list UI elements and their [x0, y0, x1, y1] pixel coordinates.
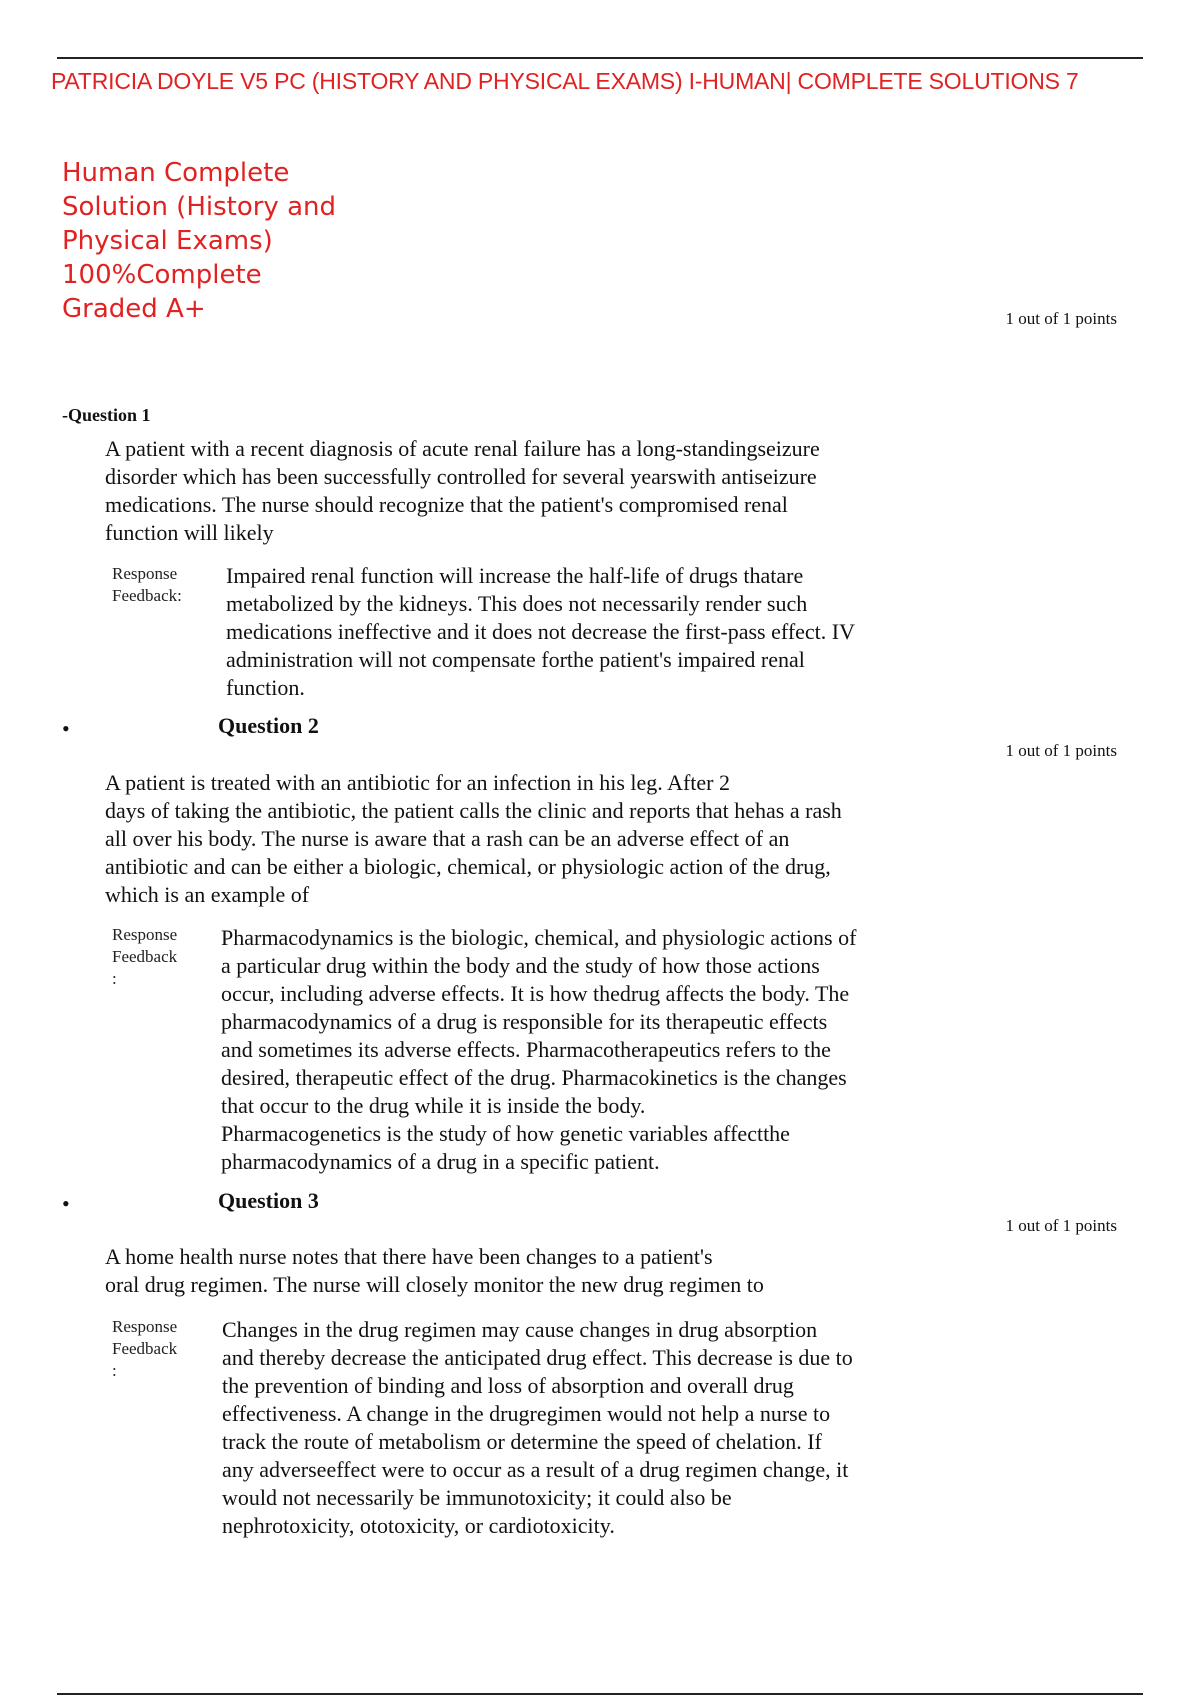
feedback-line: Changes in the drug regimen may cause changes in drug absorption — [222, 1317, 818, 1342]
question-1-points: 1 out of 1 points — [1005, 309, 1117, 328]
bottom-divider — [57, 1693, 1143, 1695]
document-title — [62, 156, 336, 326]
feedback-line: Pharmacodynamics is the biologic, chemical, and physiologic actions of — [221, 925, 857, 950]
question-3-feedback-label — [112, 1316, 177, 1382]
question-3-feedback — [222, 1316, 853, 1540]
document-title-line: Physical Exams) — [62, 226, 273, 256]
question-2-feedback — [221, 924, 856, 1176]
feedback-line: Impaired renal function will increase the half-life of drugs thatare — [226, 563, 804, 588]
feedback-line: track the route of metabolism or determine the speed of chelation. If — [222, 1429, 822, 1454]
feedback-label-line: Response — [112, 925, 178, 944]
feedback-line: metabolized by the kidneys. This does not necessarily render such — [226, 591, 808, 616]
question-text-line: medications. The nurse should recognize that the patient's compromised renal — [105, 492, 788, 517]
feedback-line: desired, therapeutic effect of the drug. Pharmacokinetics is the changes — [221, 1065, 847, 1090]
feedback-line: medications ineffective and it does not decrease the first-pass effect. IV — [226, 619, 855, 644]
feedback-line: Pharmacogenetics is the study of how genetic variables affectthe — [221, 1121, 790, 1146]
question-text-line: A patient is treated with an antibiotic for an infection in his leg. After 2 — [105, 770, 731, 795]
document-title-line: 100%Complete — [62, 260, 262, 290]
document-title-line: Solution (History and — [62, 192, 337, 222]
document-title-line: Graded A+ — [62, 294, 206, 324]
top-divider — [57, 57, 1143, 59]
question-text-line: all over his body. The nurse is aware that a rash can be an adverse effect of an — [105, 826, 790, 851]
question-3-label: Question 3 — [218, 1188, 319, 1213]
feedback-line: and thereby decrease the anticipated drug effect. This decrease is due to — [222, 1345, 853, 1370]
question-1-feedback — [226, 562, 855, 702]
question-text-line: disorder which has been successfully controlled for several yearswith antiseizure — [105, 464, 817, 489]
question-3-bullet: • — [62, 1191, 70, 1216]
feedback-line: would not necessarily be immunotoxicity; it could also be — [222, 1485, 732, 1510]
feedback-label-line: Feedback: — [112, 586, 182, 605]
feedback-line: that occur to the drug while it is inside the body. — [221, 1093, 646, 1118]
question-text-line: A home health nurse notes that there have been changes to a patient's — [105, 1244, 713, 1269]
feedback-label-line: : — [112, 969, 117, 988]
feedback-line: occur, including adverse effects. It is how thedrug affects the body. The — [221, 981, 850, 1006]
document-title-line: Human Complete — [62, 158, 290, 188]
question-1-text — [105, 435, 820, 547]
question-1-label: -Question 1 — [62, 405, 151, 425]
feedback-label-line: Response — [112, 1317, 178, 1336]
page-header-title: PATRICIA DOYLE V5 PC (HISTORY AND PHYSICAL EXAMS) I-HUMAN| COMPLETE SOLUTIONS 7 — [51, 68, 1079, 94]
question-1-feedback-label — [112, 563, 182, 607]
feedback-line: effectiveness. A change in the drugregimen would not help a nurse to — [222, 1401, 831, 1426]
question-text-line: oral drug regimen. The nurse will closely monitor the new drug regimen to — [105, 1272, 764, 1297]
question-2-feedback-label — [112, 924, 177, 990]
feedback-label-line: Feedback — [112, 1339, 178, 1358]
feedback-label-line: Response — [112, 564, 178, 583]
feedback-label-line: Feedback — [112, 947, 178, 966]
question-text-line: which is an example of — [105, 882, 310, 907]
feedback-line: nephrotoxicity, ototoxicity, or cardiotoxicity. — [222, 1513, 615, 1538]
question-2-text — [105, 769, 842, 909]
feedback-line: and sometimes its adverse effects. Pharmacotherapeutics refers to the — [221, 1037, 831, 1062]
feedback-line: the prevention of binding and loss of absorption and overall drug — [222, 1373, 794, 1398]
feedback-line: any adverseeffect were to occur as a result of a drug regimen change, it — [222, 1457, 849, 1482]
question-2-label: Question 2 — [218, 713, 319, 738]
feedback-line: administration will not compensate forthe patient's impaired renal — [226, 647, 805, 672]
question-2-points: 1 out of 1 points — [1005, 741, 1117, 760]
question-text-line: days of taking the antibiotic, the patient calls the clinic and reports that hehas a rash — [105, 798, 842, 823]
question-text-line: antibiotic and can be either a biologic, chemical, or physiologic action of the drug, — [105, 854, 831, 879]
feedback-line: pharmacodynamics of a drug is responsible for its therapeutic effects — [221, 1009, 828, 1034]
question-2-bullet: • — [62, 716, 70, 741]
feedback-label-line: : — [112, 1361, 117, 1380]
feedback-line: pharmacodynamics of a drug in a specific patient. — [221, 1149, 660, 1174]
feedback-line: function. — [226, 675, 305, 700]
question-text-line: function will likely — [105, 520, 274, 545]
question-3-text — [105, 1243, 764, 1299]
question-3-points: 1 out of 1 points — [1005, 1216, 1117, 1235]
feedback-line: a particular drug within the body and the study of how those actions — [221, 953, 820, 978]
question-text-line: A patient with a recent diagnosis of acute renal failure has a long-standingseizure — [105, 436, 820, 461]
